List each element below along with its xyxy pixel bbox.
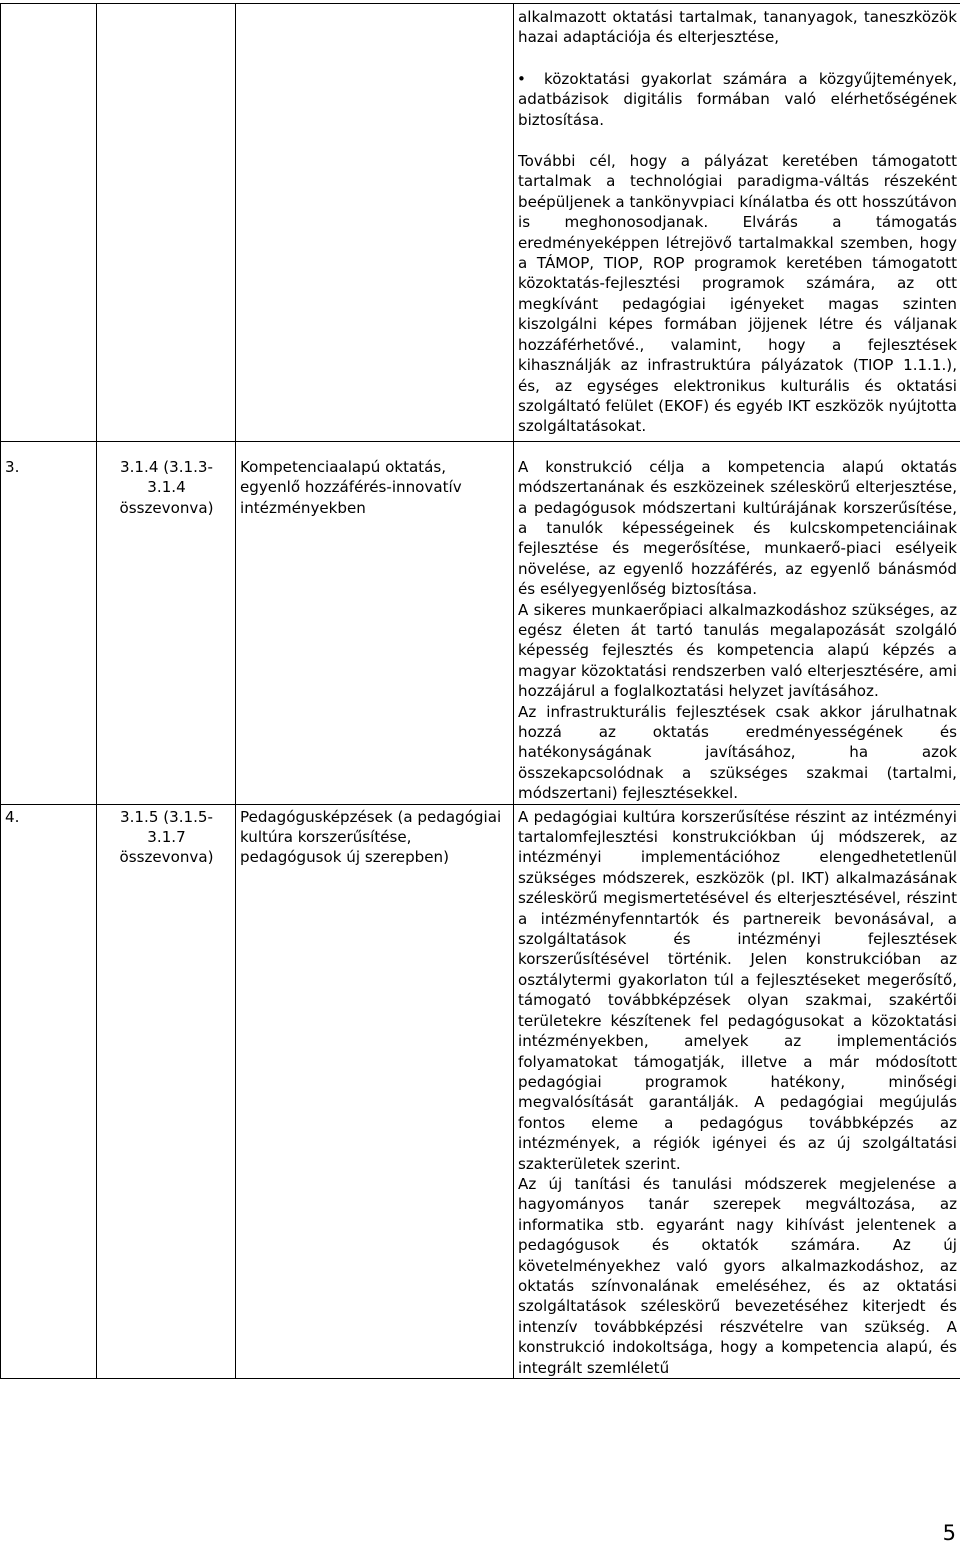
table-row-continued [1,4,960,442]
measure-code-cell: 3.1.5 (3.1.5-3.1.7 összevonva) [97,804,236,1378]
description-cell [514,441,960,804]
measure-code-cell [97,4,236,442]
description-cell [514,804,960,1378]
bullet-list [518,69,957,130]
description-paragraph: A pedagógiai kultúra korszerűsítése részint az intézményi tartalomfejlesztési konstrukciókban új módszerek, az intézményi implementációhoz elengedhetetlenül szükséges módszerek, eszközök (pl. IKT) alkalmazásának széleskörű megismertetésével és elterjesztésével, részint a intézményfenntartók és partnereik bevonásával, a szolgáltatások és intézményi fejlesztések korszerűsítésével történik. Jelen konstrukcióban az osztálytermi gyakorlaton túl a fejlesztéseket megerősítő, támogató továbbképzések olyan szakmai, szakértői területekre készítenek fel pedagógusokat a közoktatási intézményekben, amelyek az implementációs folyamatokat támogatják, illetve a már módosított pedagógiai programok hatékony, minőségi megvalósítását garantálják. A pedagógiai megújulás fontos eleme a pedagógus továbbképzés az intézmények, a régiók igényei és az új szolgáltatási szakterületek szerint. [518,807,957,1173]
description-paragraph: Az új tanítási és tanulási módszerek megjelenése a hagyományos tanár szerepek megváltozása, az informatika stb. egyaránt nagy kihívást jelentenek a pedagógusok és oktatók számára. Az új követelményekhez való gyors alkalmazkodáshoz, az oktatás színvonalának emeléséhez, és az oktatási szolgáltatások széleskörű bevezetéséhez kiterjedt és intenzív továbbképzési részvételre van szükség. A konstrukció indokoltsága, hogy a kompetencia alapú, és integrált szemléletű [518,1174,957,1377]
description-paragraph: További cél, hogy a pályázat keretében támogatott tartalmak a technológiai paradigma-váltás részeként beépüljenek a tankönyvpiaci kínálatba és ott hosszútávon is meghonosodjanak. Elvárás a támogatás eredményeképpen létrejövő tartalmakkal szemben, hogy a TÁMOP, TIOP, ROP programok keretében támogatott közoktatás-fejlesztési programok számára, az ott megkívánt pedagógiai igényeket magas szinten kiszolgálni képes formában jöjjenek létre és váljanak hozzáférhetővé., valamint, hogy a fejlesztések kihasználják az infrastruktúra pályázatok (TIOP 1.1.1.), és, az egységes elektronikus kulturális és oktatási szolgáltató felület (EKOF) és egyéb IKT eszközök nyújtotta szolgáltatásokat. [518,152,957,436]
description-paragraph: A sikeres munkaerőpiaci alkalmazkodáshoz szükséges, az egész életen át tartó tanulás megalapozását szolgáló képesség fejlesztés és kompetencia alapú képzés a magyar közoktatási rendszerben való elterjesztésére, ami hozzájárul a foglalkoztatási helyzet javításához. [518,600,957,701]
construction-title-cell [236,4,514,442]
row-number-cell: 4. [1,804,97,1378]
construction-title-cell: Pedagógusképzések (a pedagógiai kultúra korszerűsítése, pedagógusok új szerepben) [236,804,514,1378]
measure-code-cell: 3.1.4 (3.1.3-3.1.4 összevonva) [97,441,236,804]
description-paragraph: A konstrukció célja a kompetencia alapú oktatás módszertanának és eszközeinek széleskörű elterjesztése, a pedagógusok módszertani kultúrájának korszerűsítése, a tanulók képességeinek és kulcskompetenciáinak fejlesztése és megerősítése, munkaerő-piaci esélyeik növelése, az egyenlő hozzáférés, az egyenlő bánásmód és esélyegyenlőség biztosítása. [518,457,957,599]
table-row [1,441,960,804]
row-number-cell: 3. [1,441,97,804]
bullet-icon: • [517,69,526,88]
list-item: • közoktatási gyakorlat számára a közgyűjtemények, adatbázisok digitális formában való elérhetőségének biztosítása. [517,69,957,129]
row-number-cell [1,4,97,442]
description-paragraph: alkalmazott oktatási tartalmak, tananyagok, taneszközök hazai adaptációja és elterjesztése, [518,8,957,47]
table-row [1,804,960,1378]
description-cell [514,4,960,442]
page-number: 5 [942,1521,956,1545]
construction-title-cell: Kompetenciaalapú oktatás, egyenlő hozzáférés-innovatív intézményekben [236,441,514,804]
program-table [0,3,960,1379]
description-paragraph: Az infrastrukturális fejlesztések csak akkor járulhatnak hozzá az oktatás eredményességének és hatékonyságának javításához, ha azok összekapcsolódnak a szükséges szakmai (tartalmi, módszertani) fejlesztésekkel. [518,702,957,803]
